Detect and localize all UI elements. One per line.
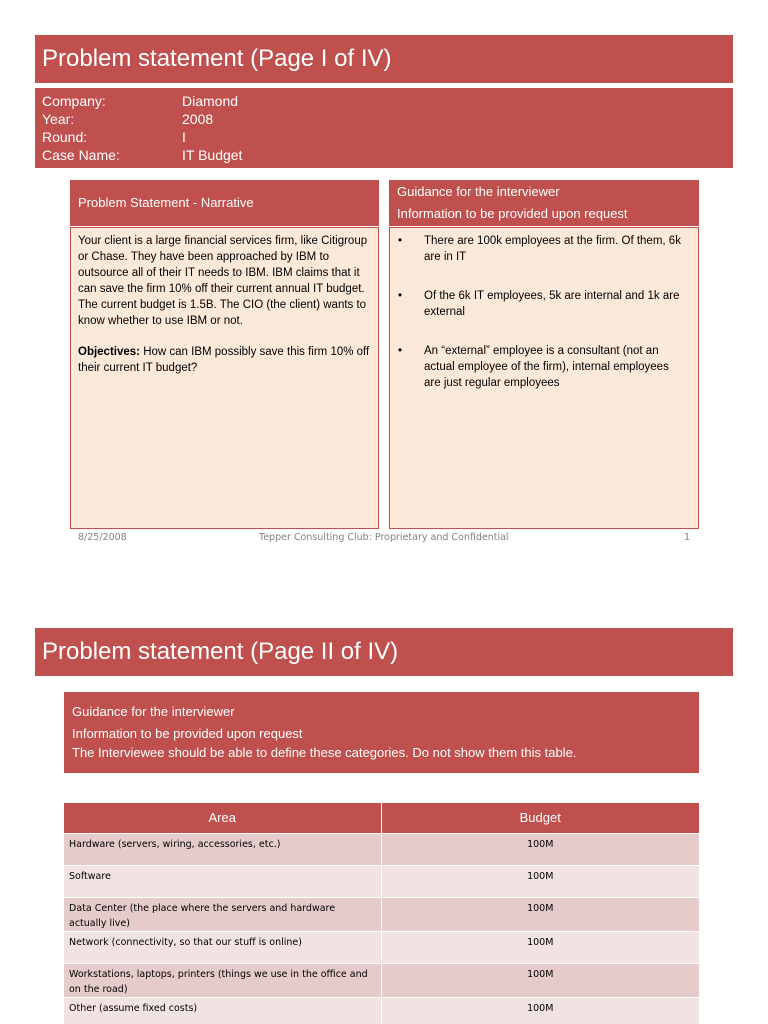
footer-confidential: Tepper Consulting Club: Proprietary and Confidential (259, 532, 509, 543)
budget-cell: 100M (381, 997, 699, 1024)
table-row (64, 833, 699, 865)
page2-guidance-line1: Guidance for the interviewer (72, 704, 235, 719)
narrative-heading: Problem Statement - Narrative (78, 195, 254, 210)
table-row (64, 897, 699, 931)
budget-cell: 100M (381, 865, 699, 897)
table-row (64, 931, 699, 963)
table-row (64, 997, 699, 1024)
area-cell: Software (64, 865, 381, 897)
budget-cell: 100M (381, 963, 699, 997)
table-header-row (64, 803, 699, 833)
meta-value: Diamond (182, 93, 239, 109)
guidance-header (389, 180, 699, 226)
budget-cell: 100M (381, 897, 699, 931)
bullet-text: There are 100k employees at the firm. Of them, 6k are in IT (424, 235, 681, 263)
bullet-dot: • (398, 290, 403, 302)
objectives-label: Objectives: (78, 346, 140, 358)
page2-title: Problem statement (Page II of IV) (42, 638, 399, 665)
objectives-text: How can IBM possibly save this firm 10% off their current IT budget? (78, 346, 370, 374)
guidance-bullet (398, 343, 688, 391)
budget-table (64, 803, 699, 1024)
guidance-box (389, 227, 699, 529)
page2-guidance-line3: The Interviewee should be able to define these categories. Do not show them this table. (72, 745, 577, 760)
footer-date: 8/25/2008 (78, 532, 127, 543)
meta-value: IT Budget (182, 147, 243, 163)
budget-cell: 100M (381, 931, 699, 963)
area-cell: Data Center (the place where the servers and hardware actually live) (64, 897, 381, 931)
meta-key: Year: (42, 111, 75, 127)
budget-cell: 100M (381, 833, 699, 865)
objectives-paragraph (78, 344, 371, 376)
area-cell: Network (connectivity, so that our stuff is online) (64, 931, 381, 963)
bullet-text: An “external” employee is a consultant (not an actual employee of the firm), internal employees are just regular employees (424, 345, 669, 389)
footer-page-number: 1 (684, 532, 691, 543)
guidance-heading-line2: Information to be provided upon request (397, 206, 628, 221)
area-cell: Hardware (servers, wiring, accessories, etc.) (64, 833, 381, 865)
area-cell: Other (assume fixed costs) (64, 997, 381, 1024)
page2-guidance-line2: Information to be provided upon request (72, 726, 303, 741)
narrative-text: Your client is a large financial services firm, like Citigroup or Chase. They have been approached by IBM to outsource all of their IT needs to IBM. IBM claims that it can save the firm 10% off their current annual IT budget. The current budget is 1.5B. The CIO (the client) wants to know whether to use IBM or not. (78, 235, 368, 327)
bullet-dot: • (398, 345, 403, 357)
column-header-budget: Budget (381, 803, 699, 833)
meta-key: Case Name: (42, 147, 120, 163)
meta-value: 2008 (182, 111, 214, 127)
meta-key: Round: (42, 129, 88, 145)
guidance-heading-line1: Guidance for the interviewer (397, 184, 560, 199)
bullet-dot: • (398, 235, 403, 247)
page2-guidance-box (64, 692, 699, 773)
page1-title-bar (35, 35, 733, 83)
narrative-header (70, 180, 379, 226)
guidance-bullet (398, 233, 688, 265)
table-row (64, 963, 699, 997)
meta-value: I (182, 129, 186, 145)
meta-key: Company: (42, 93, 106, 109)
case-meta-panel (35, 88, 733, 168)
guidance-bullet (398, 288, 688, 320)
table-row (64, 865, 699, 897)
column-header-area: Area (64, 803, 381, 833)
page1-title: Problem statement (Page I of IV) (42, 45, 392, 72)
area-cell: Workstations, laptops, printers (things we use in the office and on the road) (64, 963, 381, 997)
page2-title-bar (35, 628, 733, 676)
bullet-text: Of the 6k IT employees, 5k are internal and 1k are external (424, 290, 680, 318)
narrative-box (70, 227, 379, 529)
